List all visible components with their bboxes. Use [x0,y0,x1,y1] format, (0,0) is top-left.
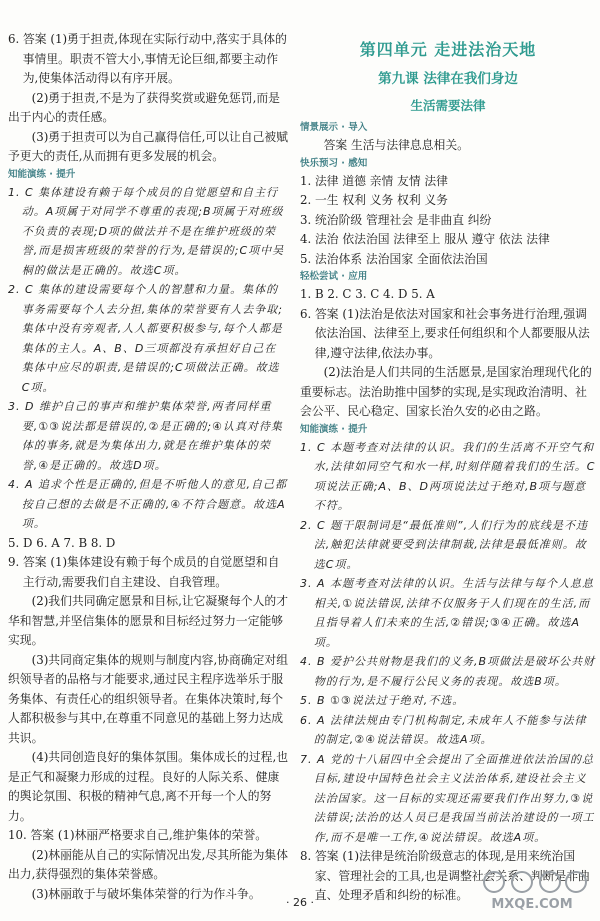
answer-item: 5. B ①③说法过于绝对,不选。 [300,694,465,707]
answer-item: 2. C 题干限制词是“最低准则”,人们行为的底线是不违法,触犯法律就要受到法律制裁,法律是最低准则。故选C项。 [300,518,589,571]
answer-paragraph: (3)共同商定集体的规则与制度内容,协商确定对组织领导者的品格与才能要求,通过民主程序选举乐于服务集体、有责任心的组织领导者。在集体决策时,每个人都积极参与其中,在尊重不同意见的基础上努力达成共识。 [8,652,288,745]
answer-item: 1. 法律 道德 亲情 友情 法律 [300,173,448,188]
answer-item: 6. 答案 (1)法治是依法对国家和社会事务进行治理,强调依法治国、法律至上,要求任何组织和个人都要服从法律,遵守法律,依法办事。 [300,306,590,360]
right-answers [300,120,596,906]
section-tag: 轻松尝试 · 应用 [300,271,368,282]
answer-paragraph: (3)林丽敢于与破坏集体荣誉的行为作斗争。 [31,886,261,901]
answer-item: 1. C 集体建设有赖于每个成员的自觉愿望和自主行动。A项属于对同学不尊重的表现;B项属于对班级不负责的表现;D项的做法并不是在维护班级的荣誉,而是损害班级的荣誉的行为,是错误的;C项中吴桐的做法是正确的。故选C项。 [8,185,285,277]
answer-item: 5. D 6. A 7. B 8. D [8,535,116,550]
answer-paragraph: (2)法治是人们共同的生活愿景,是国家治理现代化的重要标志。法治助推中国梦的实现,是实现政治清明、社会公平、民心稳定、国家长治久安的必由之路。 [300,365,592,418]
right-column [300,30,596,906]
answer-item: 5. 法治体系 法治国家 全面依法治国 [300,251,488,266]
lesson-title: 第九课 法律在我们身边 [378,71,518,87]
answer-item: 3. 统治阶级 管理社会 是非曲直 纠纷 [300,212,492,227]
answer-item: 10. 答案 (1)林丽严格要求自己,维护集体的荣誉。 [8,828,268,842]
section-tag: 知能演练 · 提升 [8,168,76,180]
left-column [8,30,288,904]
answer-item: 2. 一生 权利 义务 权利 义务 [300,193,448,207]
answer-item: 7. A 党的十八届四中全会提出了全面推进依法治国的总目标,建设中国特色社会主义法治体系,建设社会主义法治国家。这一目标的实现还需要我们作出努力,③说法错误;法治的达人员已是我国当前法治建设的一项工作,而不是唯一工作,④说法错误。故选A项。 [300,752,595,844]
answer-paragraph: (2)林丽能从自己的实际情况出发,尽其所能为集体出力,获得强烈的集体荣誉感。 [8,847,288,881]
watermark-text: MXQE.COM [491,897,573,912]
section-tag: 情景展示 · 导入 [300,122,368,133]
answer-item: 2. C 集体的建设需要每个人的智慧和力量。集体的事务需要每个人去分担,集体的荣誉要有人去争取;集体中没有旁观者,人人都要积极参与,每个人都是集体的主人。A、B、D三项都没有承担好自己在集体中应尽的职责,是错误的;C项做法正确。故选C项。 [8,283,283,394]
answer-paragraph: (2)勇于担责,不是为了获得奖赏或避免惩罚,而是出于内心的责任感。 [8,90,280,124]
answer-item: 4. B 爱护公共财物是我们的义务,B项做法是破坏公共财物的行为,是不履行公民义务的表现。故选B项。 [300,655,596,688]
answer-item: 9. 答案 (1)集体建设有赖于每个成员的自觉愿望和自主行动,需要我们自主建设、自我管理。 [8,555,280,589]
answer-item: 3. D 维护自己的事声和维护集体荣誉,两者同样重要,①③说法都是错误的,②是正确的;④认真对待集体的事务,就是为集体出力,就是在维护集体的荣誉,④是正确的。故选D项。 [8,400,283,472]
section-tag: 知能演练 · 提升 [300,423,368,435]
answer-paragraph: (3)勇于担责可以为自己赢得信任,可以让自己被赋予更大的责任,从而拥有更多发展的机会。 [8,129,288,163]
answer-item: 8. 答案 (1)法律是统治阶级意志的体现,是用来统治国家、管理社会的工具,也是调整社会关系、判断是非曲直、处理矛盾和纠纷的标准。 [300,849,590,902]
section-tag: 快乐预习 · 感知 [300,157,368,169]
answer-paragraph: (4)共同创造良好的集体氛围。集体成长的过程,也是正气和凝聚力形成的过程。良好的人际关系、健康的舆论氛围、积极的精神气息,离不开每一个人的努力。 [8,750,288,823]
answer-item: 1. C 本题考查对法律的认识。我们的生活离不开空气和水,法律如同空气和水一样,时刻伴随着我们的生活。C项说法正确;A、B、D两项说法过于绝对,B项与题意不符。 [300,440,596,512]
answer-item: 6. 答案 (1)勇于担责,体现在实际行动中,落实于具体的事情里。职责不管大小,事情无论巨细,都要主动作为,使集体活动得以有序开展。 [8,32,287,85]
answer-paragraph: (2)我们共同确定愿景和目标,让它凝聚每个人的才华和智慧,并坚信集体的愿景和目标经过努力一定能够实现。 [8,594,288,647]
answer-item: 4. 法治 依法治国 法律至上 服从 遵守 依法 法律 [300,232,550,246]
unit-title: 第四单元 走进法治天地 [359,40,537,59]
answer-item: 3. A 本题考查对法律的认识。生活与法律与每个人息息相关,①说法错误,法律不仅服务于人们现在的生活,而且指导着人们未来的生活,②错误;③④正确。故选A项。 [300,577,595,649]
answer-item: 4. A 追求个性是正确的,但是不听他人的意见,自己都按自己想的去做是不正确的,④不符合题意。故选A项。 [8,478,288,530]
answer-item: 6. A 法律法规由专门机构制定,未成年人不能参与法律的制定,②④说法错误。故选A项。 [300,713,587,746]
page-number: · 26 · [286,896,314,909]
answer-paragraph: 答案 生活与法律息息相关。 [323,138,469,152]
watermark-logo [472,868,592,912]
answer-item: 1. B 2. C 3. C 4. D 5. A [300,287,435,301]
section-title: 生活需要法律 [410,98,486,113]
